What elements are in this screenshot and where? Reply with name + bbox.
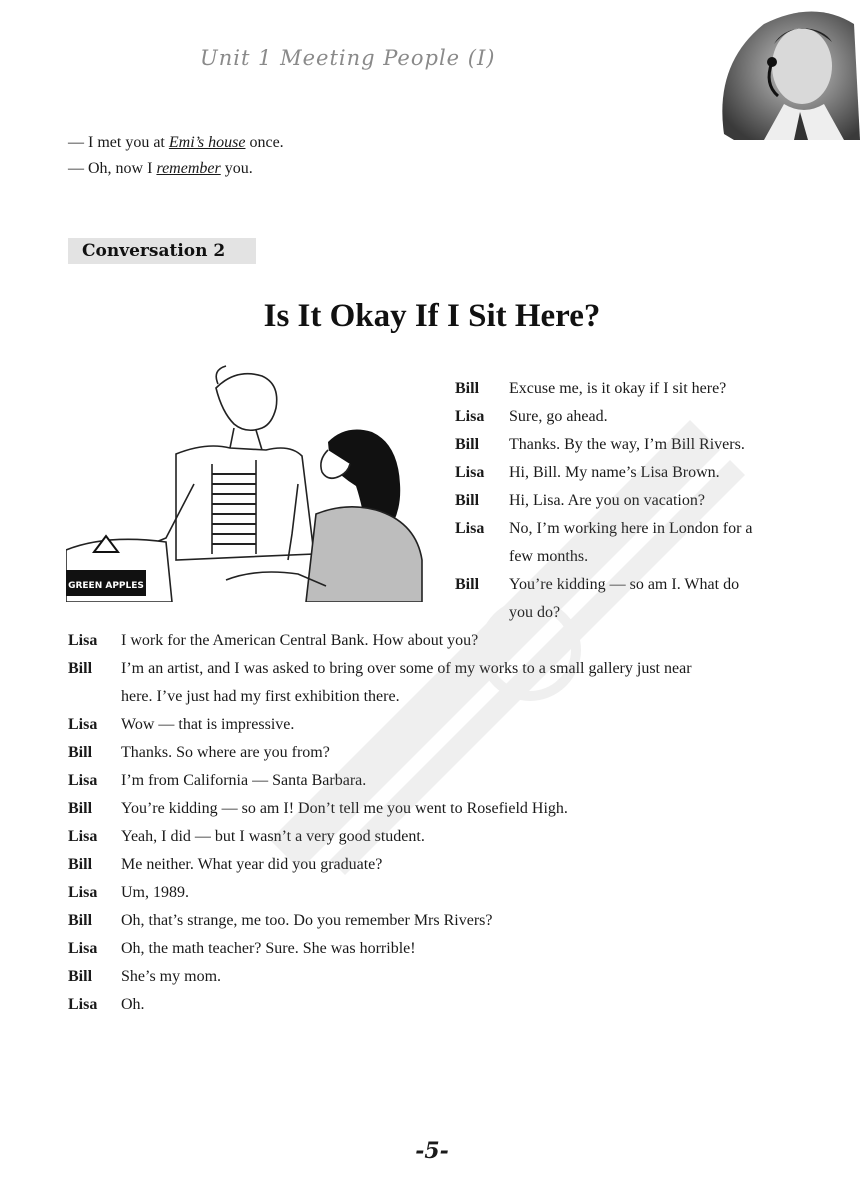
speaker-name: Bill xyxy=(68,744,93,761)
dialogue-line: you do? xyxy=(509,604,561,621)
dialogue-line: I’m an artist, and I was asked to bring over some of my works to a small gallery just near xyxy=(121,660,692,677)
dialogue-line: Oh. xyxy=(121,996,145,1013)
speaker-name: Bill xyxy=(455,492,480,509)
speaker-name: Bill xyxy=(68,968,93,985)
speaker-name: Bill xyxy=(68,912,93,929)
dialogue-line: Oh, the math teacher? Sure. She was horrible! xyxy=(121,940,416,957)
dialogue-line: You’re kidding — so am I! Don’t tell me you went to Rosefield High. xyxy=(121,800,568,817)
speaker-name: Lisa xyxy=(455,520,485,537)
speaker-name: Bill xyxy=(455,436,480,453)
couple-at-table-illustration-icon xyxy=(66,364,438,602)
unit-title: Unit 1 Meeting People (I) xyxy=(200,46,496,70)
dialogue-line: I’m from California — Santa Barbara. xyxy=(121,772,367,789)
dialogue-line: Hi, Bill. My name’s Lisa Brown. xyxy=(509,464,720,481)
speaker-name: Bill xyxy=(455,380,480,397)
speaker-name: Lisa xyxy=(68,828,98,845)
dialogue-line: Sure, go ahead. xyxy=(509,408,608,425)
conversation-title: Is It Okay If I Sit Here? xyxy=(263,298,601,334)
conversation-label: Conversation 2 xyxy=(68,238,256,264)
dialogue-line: I work for the American Central Bank. How about you? xyxy=(121,632,479,649)
headset-man-photo-icon xyxy=(704,4,860,140)
dialogue-line: few months. xyxy=(509,548,589,565)
speaker-name: Lisa xyxy=(68,940,98,957)
dialogue-line: No, I’m working here in London for a xyxy=(509,520,753,537)
dialogue-line: here. I’ve just had my first exhibition there. xyxy=(121,688,400,705)
speaker-name: Bill xyxy=(68,660,93,677)
dialogue-line: Wow — that is impressive. xyxy=(121,716,295,733)
speaker-name: Lisa xyxy=(455,408,485,425)
speaker-name: Lisa xyxy=(68,632,98,649)
dialogue-line: She’s my mom. xyxy=(121,968,222,985)
sign-text: GREEN APPLES xyxy=(68,581,144,591)
dialogue-line: Thanks. So where are you from? xyxy=(121,744,330,761)
speaker-name: Bill xyxy=(68,856,93,873)
speaker-name: Lisa xyxy=(68,884,98,901)
page-number: -5- xyxy=(415,1138,449,1164)
dialogue-line: Thanks. By the way, I’m Bill Rivers. xyxy=(509,436,745,453)
dialogue-line: Hi, Lisa. Are you on vacation? xyxy=(509,492,705,509)
speaker-name: Lisa xyxy=(68,772,98,789)
dialogue-line: Me neither. What year did you graduate? xyxy=(121,856,383,873)
speaker-name: Lisa xyxy=(68,996,98,1013)
dialogue-line: You’re kidding — so am I. What do xyxy=(509,576,740,593)
speaker-name: Lisa xyxy=(455,464,485,481)
dialogue-line: Excuse me, is it okay if I sit here? xyxy=(509,380,727,397)
dialogue-line: Um, 1989. xyxy=(121,884,189,901)
example-line-1: — I met you at Emi’s house once. xyxy=(68,134,284,151)
dialogue-line: Oh, that’s strange, me too. Do you remember Mrs Rivers? xyxy=(121,912,493,929)
speaker-name: Bill xyxy=(68,800,93,817)
example-line-2: — Oh, now I remember you. xyxy=(68,160,253,177)
dialogue-line: Yeah, I did — but I wasn’t a very good student. xyxy=(121,828,425,845)
speaker-name: Bill xyxy=(455,576,480,593)
speaker-name: Lisa xyxy=(68,716,98,733)
